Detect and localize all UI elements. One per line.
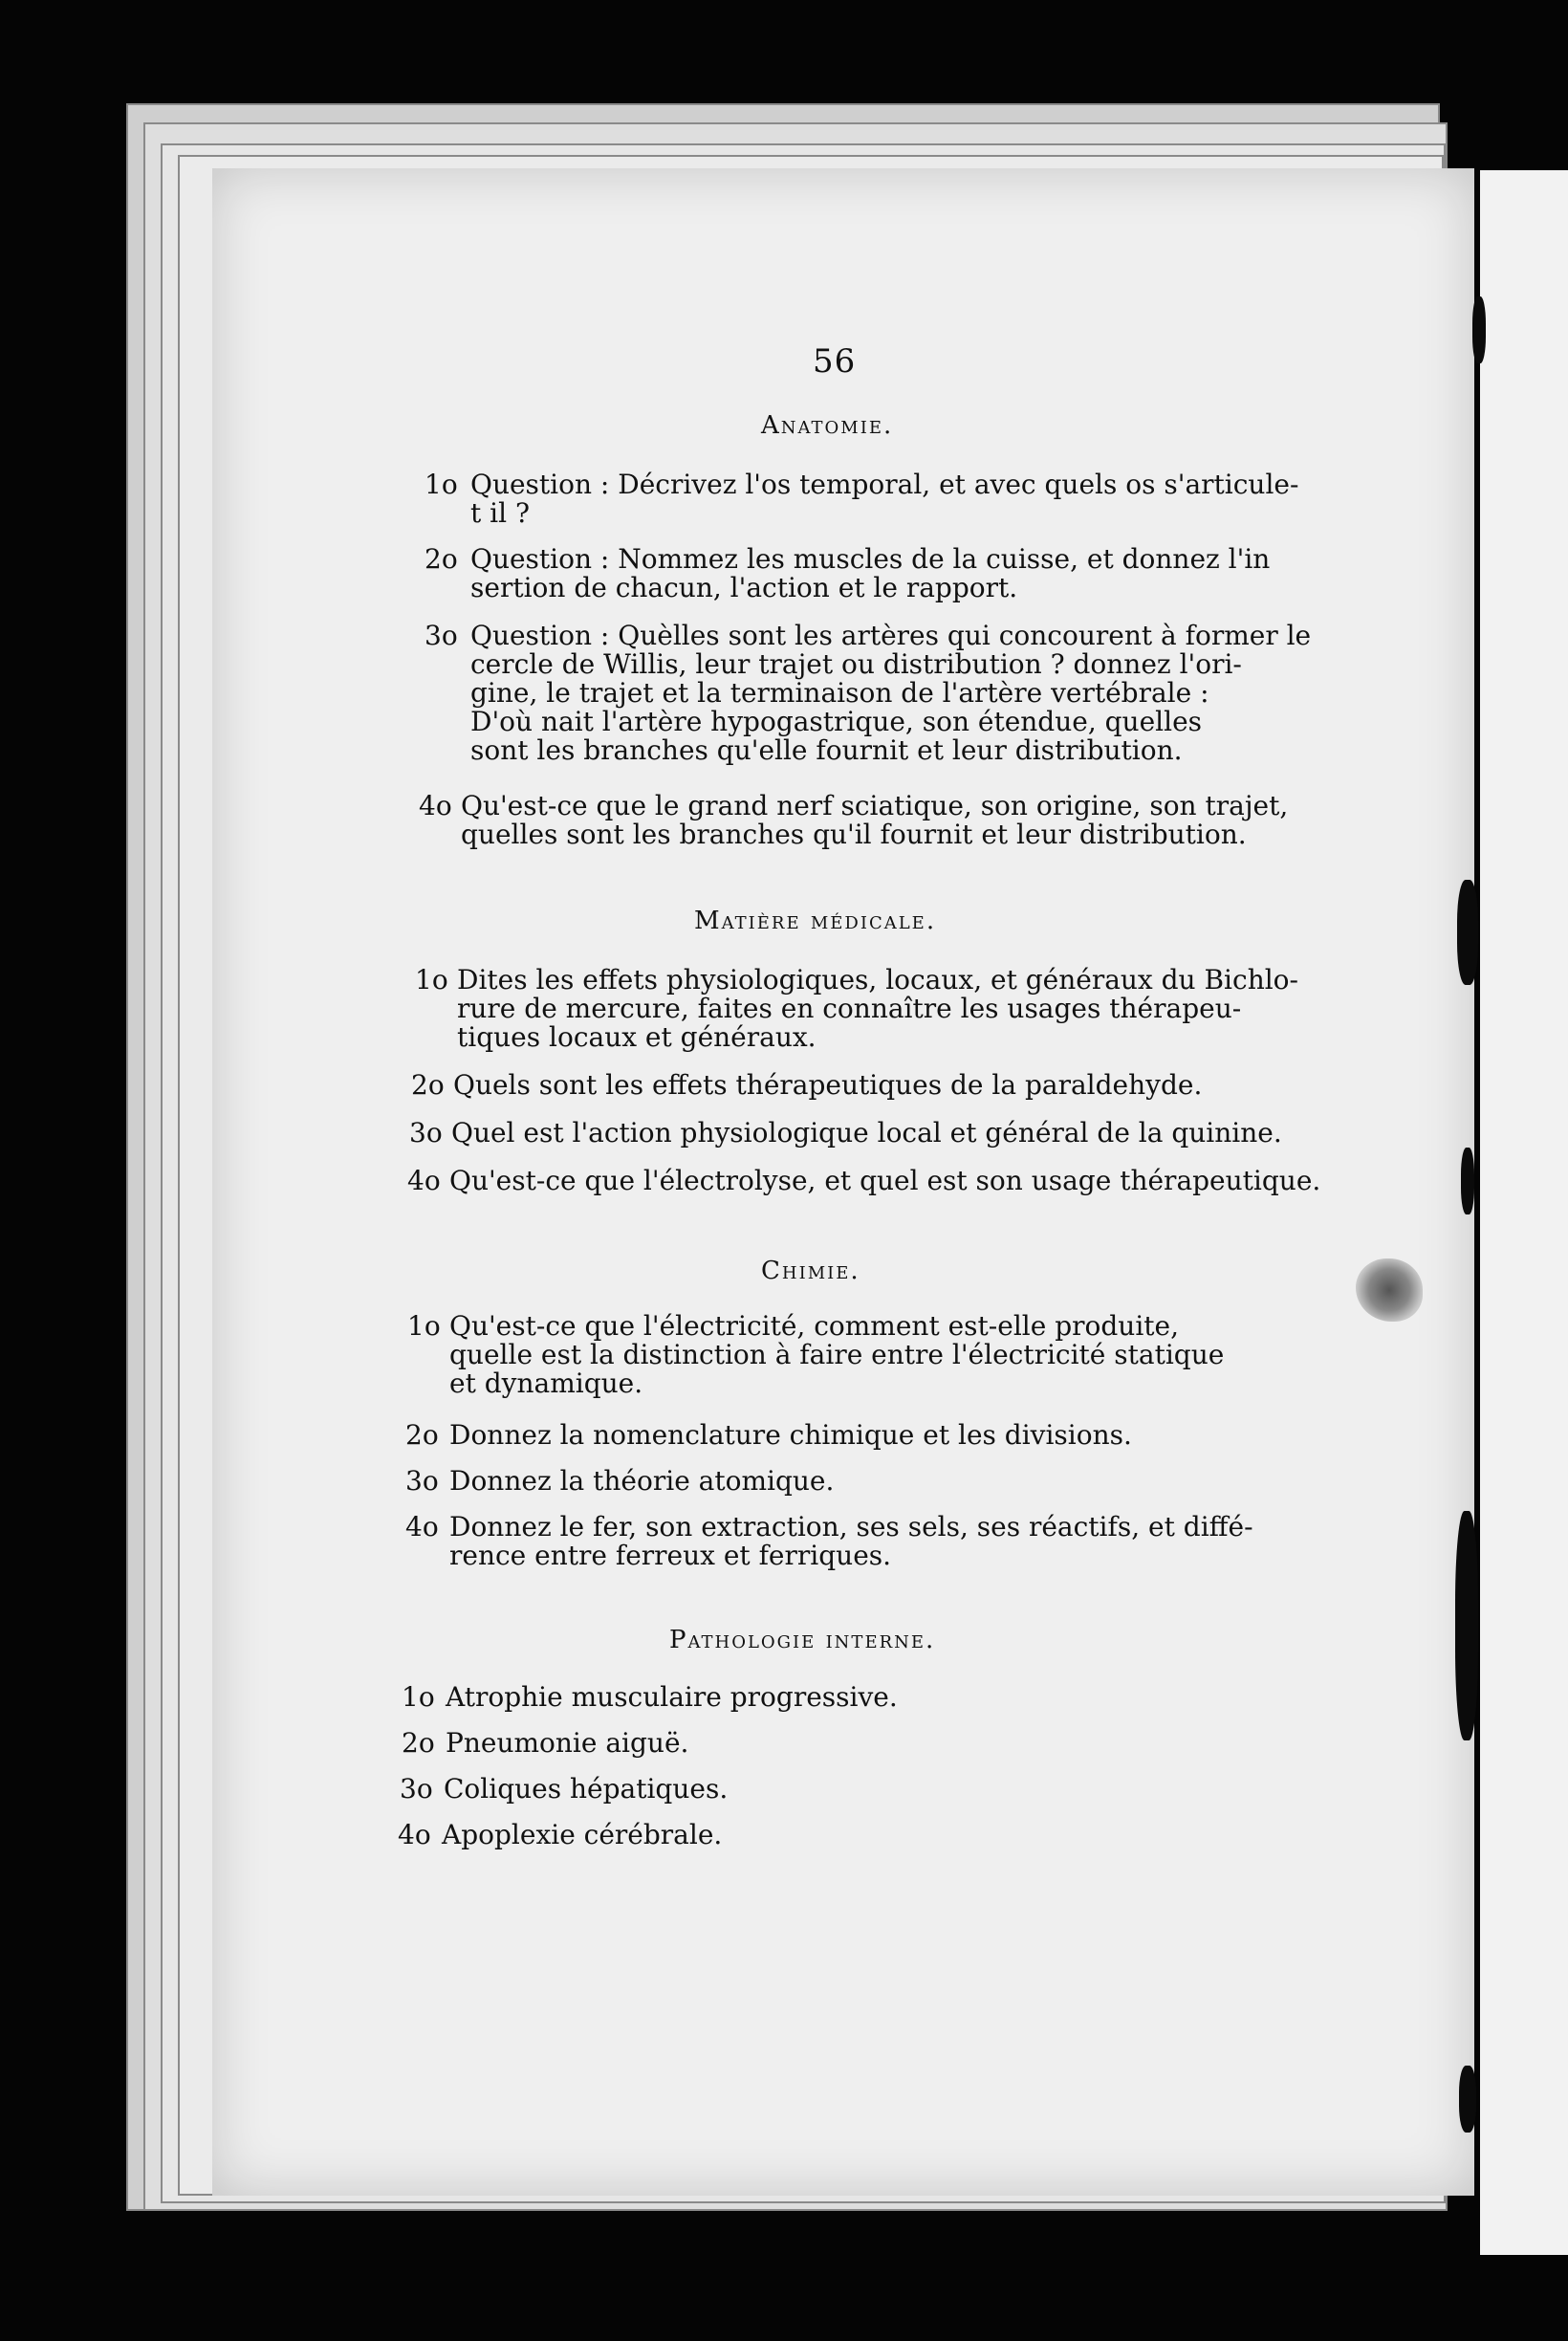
item-text: Pneumonie aiguë. (446, 1727, 689, 1759)
list-item (402, 1683, 1453, 1712)
item-text: Apoplexie cérébrale. (442, 1819, 723, 1850)
item-number: 4o (419, 790, 452, 821)
list-item (411, 1071, 1453, 1100)
facing-page-strip (1480, 170, 1568, 2255)
item-text: Donnez la théorie atomique. (449, 1465, 835, 1497)
list-item (425, 622, 1457, 765)
item-text: Donnez le fer, son extraction, ses sels, ses réactifs, et diffé- rence entre ferreux et ferriques. (449, 1511, 1253, 1571)
list-item (405, 1421, 1457, 1450)
item-text: Coliques hépatiques. (444, 1773, 729, 1805)
item-text: Qu'est-ce que l'électrolyse, et quel est son usage thérapeutique. (449, 1165, 1321, 1196)
item-number: 1o (425, 469, 458, 500)
list-item (407, 1312, 1459, 1398)
item-number: 1o (407, 1310, 441, 1342)
item-text: Atrophie musculaire progressive. (446, 1681, 898, 1713)
item-text: Qu'est-ce que le grand nerf sciatique, son origine, son trajet, quelles sont les branches qu'il fournit et leur distribution. (461, 790, 1289, 850)
tear-mark (1459, 2066, 1476, 2133)
tear-mark (1455, 1511, 1478, 1740)
item-text: Donnez la nomenclature chimique et les divisions. (449, 1419, 1132, 1451)
tear-mark (1457, 880, 1478, 985)
list-item (419, 792, 1461, 849)
list-item (405, 1467, 1457, 1496)
item-number: 2o (425, 543, 458, 575)
item-number: 1o (402, 1681, 435, 1713)
item-text: Dites les effets physiologiques, locaux, et généraux du Bichlo- rure de mercure, faites en connaître les usages thérapeu- tiques locaux et généraux. (457, 964, 1299, 1053)
item-text: Quels sont les effets thérapeutiques de la paraldehyde. (453, 1069, 1203, 1101)
list-item (425, 545, 1457, 602)
item-number: 2o (402, 1727, 435, 1759)
list-item (398, 1821, 1449, 1849)
section-heading-matiere-medicale: Matière médicale. (694, 907, 937, 935)
tear-mark (1461, 1148, 1474, 1214)
list-item (415, 966, 1457, 1052)
list-item (407, 1167, 1459, 1195)
section-heading-anatomie: Anatomie. (761, 411, 894, 440)
item-text: Qu'est-ce que l'électricité, comment est-elle produite, quelle est la distinction à faire entre l'électricité statique et dynamique. (449, 1310, 1225, 1399)
item-number: 2o (405, 1419, 439, 1451)
tear-mark (1472, 296, 1486, 363)
item-number: 3o (425, 620, 458, 651)
item-number: 1o (415, 964, 448, 995)
page-number: 56 (813, 342, 857, 381)
list-item (405, 1513, 1457, 1570)
item-number: 3o (409, 1117, 443, 1149)
item-number: 4o (398, 1819, 431, 1850)
item-text: Quel est l'action physiologique local et général de la quinine. (451, 1117, 1282, 1149)
list-item (409, 1119, 1451, 1148)
item-number: 3o (405, 1465, 439, 1497)
item-number: 2o (411, 1069, 445, 1101)
item-number: 4o (405, 1511, 439, 1542)
list-item (400, 1775, 1451, 1804)
item-text: Question : Quèlles sont les artères qui concourent à former le cercle de Willis, leur trajet ou distribution ? donnez l'ori- gine, le trajet et la terminaison de l'artère vertébrale : D'où nait l'artère hypogastrique, son étendue, quelles sont les branches qu'elle fournit et leur distribution. (470, 620, 1312, 766)
item-text: Question : Nommez les muscles de la cuisse, et donnez l'in sertion de chacun, l'action et le rapport. (470, 543, 1271, 603)
list-item (425, 470, 1457, 528)
section-heading-pathologie-interne: Pathologie interne. (669, 1626, 936, 1654)
item-number: 3o (400, 1773, 433, 1805)
item-number: 4o (407, 1165, 441, 1196)
section-heading-chimie: Chimie. (761, 1257, 860, 1285)
item-text: Question : Décrivez l'os temporal, et avec quels os s'articule- t il ? (470, 469, 1299, 529)
book-page (212, 168, 1474, 2196)
list-item (402, 1729, 1453, 1758)
